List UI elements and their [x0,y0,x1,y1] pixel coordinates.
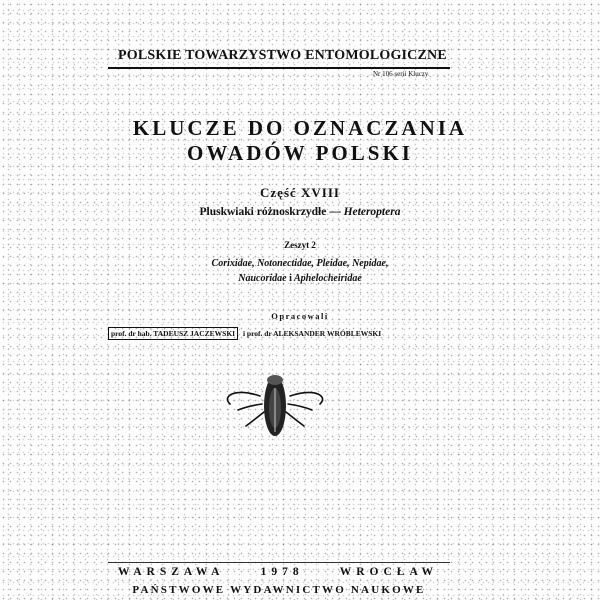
family-naucoridae: Naucoridae [238,273,287,284]
issue-number: Zeszyt 2 [284,240,316,250]
prepared-by-label: Opracowali [271,311,329,321]
author-connector: i prof. dr [242,329,272,338]
footer-rule [108,562,450,563]
society-name: POLSKIE TOWARZYSTWO ENTOMOLOGICZNE [118,48,447,63]
family-aphelocheiridae: Aphelocheiridae [293,273,362,284]
subtitle-polish: Pluskwiaki różnoskrzydłe — [199,206,341,218]
part-number: Część XVIII [260,185,340,200]
families-line-2 [0,273,600,284]
publisher-name: PAŃSTWOWE WYDAWNICTWO NAUKOWE [132,584,426,596]
city-warsaw: WARSZAWA [118,566,225,578]
family-connector: i [289,273,292,284]
publication-year: 1978 [260,566,304,578]
main-title-line-1: KLUCZE DO OZNACZANIA [132,116,468,140]
series-number: Nr 106 serii Kluczy [373,70,429,78]
city-wroclaw: WROCŁAW [339,566,438,578]
subtitle [0,206,600,218]
footer-imprint [118,566,438,578]
subtitle-latin: Heteroptera [343,206,401,218]
authors-line [108,327,450,340]
families-line-1: Corixidae, Notonectidae, Pleidae, Nepidae, [211,258,389,269]
author-first: prof. dr hab. TADEUSZ JACZEWSKI [108,327,238,340]
water-bug-icon [220,370,330,440]
header-rule [108,67,450,69]
author-second: ALEKSANDER WRÓBLEWSKI [273,329,382,338]
main-title-line-2: OWADÓW POLSKI [187,141,413,165]
